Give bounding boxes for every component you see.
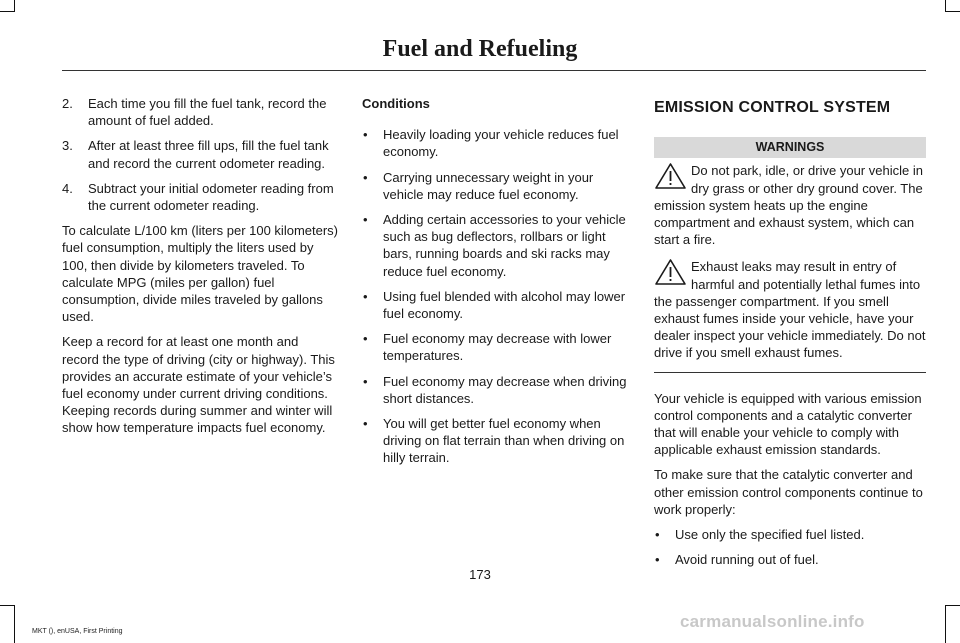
- step-text: Subtract your initial odometer reading from the current odometer reading.: [88, 180, 334, 214]
- list-item: [362, 288, 632, 322]
- list-item: [362, 373, 632, 407]
- conditions-heading: Conditions: [362, 96, 430, 111]
- warnings-divider: [654, 372, 926, 373]
- list-item: [362, 330, 632, 364]
- column-middle: [362, 95, 632, 475]
- warning-text: Do not park, idle, or drive your vehicle in dry grass or other dry ground cover. The emission system heats up the engine compartment and exhaust system, which can start a fire.: [654, 163, 923, 248]
- step-number: 4.: [62, 180, 73, 196]
- bullet-icon: •: [363, 169, 368, 185]
- conditions-list: [362, 126, 632, 466]
- body-paragraph: To calculate L/100 km (liters per 100 kilometers) fuel consumption, multiply the liters used by 100, then divide by kilometers traveled. To calculate MPG (miles per gallon) fuel consumption, divide miles traveled by gallons used.: [62, 223, 339, 325]
- list-item: [62, 180, 338, 214]
- watermark: carmanualsonline.info: [680, 612, 865, 631]
- crop-mark: [14, 0, 15, 12]
- list-item-text: Carrying unnecessary weight in your vehicle may reduce fuel economy.: [383, 169, 594, 202]
- bullet-icon: •: [655, 527, 660, 543]
- bullet-icon: •: [363, 288, 368, 304]
- list-item-text: Use only the specified fuel listed.: [675, 527, 865, 543]
- list-item-text: You will get better fuel economy when driving on flat terrain than when driving on hilly terrain.: [383, 416, 625, 466]
- bullet-icon: •: [363, 127, 368, 143]
- column-left: [62, 95, 338, 445]
- list-item: [654, 526, 926, 543]
- numbered-steps: [62, 95, 338, 214]
- list-item-text: Avoid running out of fuel.: [675, 552, 819, 568]
- warning-triangle-icon: [654, 258, 687, 286]
- step-text: After at least three fill ups, fill the fuel tank and record the current odometer reading.: [88, 138, 329, 171]
- page-number: 173: [469, 567, 491, 582]
- list-item: [362, 415, 632, 467]
- list-item: [62, 95, 338, 129]
- list-item-text: Fuel economy may decrease with lower temperatures.: [383, 331, 612, 364]
- body-paragraph: Keep a record for at least one month and record the type of driving (city or highway). This provides an accurate estimate of your vehicle’s fuel economy under current driving conditions. Keeping records during summer and winter will show how temperature impacts fuel economy.: [62, 334, 335, 436]
- step-number: 2.: [62, 96, 73, 111]
- list-item-text: Using fuel blended with alcohol may lower fuel economy.: [383, 288, 626, 322]
- bullet-icon: •: [363, 373, 368, 389]
- crop-mark: [0, 11, 14, 12]
- list-item-text: Heavily loading your vehicle reduces fuel economy.: [383, 127, 619, 160]
- list-item: [654, 551, 926, 568]
- crop-mark: [945, 0, 946, 12]
- bullet-icon: •: [363, 212, 368, 228]
- emission-tips-list: [654, 526, 926, 568]
- column-right: [654, 95, 926, 576]
- footer-print-info: MKT (), enUSA, First Printing: [32, 628, 123, 635]
- list-item: [362, 169, 632, 203]
- page-header-title: Fuel and Refueling: [382, 36, 578, 62]
- warning-triangle-icon: [654, 162, 687, 190]
- list-item: [62, 137, 338, 171]
- crop-mark: [946, 11, 960, 12]
- list-item: [362, 211, 632, 280]
- crop-mark: [14, 605, 15, 643]
- body-paragraph: To make sure that the catalytic converter and other emission control components continue to work properly:: [654, 467, 923, 517]
- step-number: 3.: [62, 138, 73, 154]
- crop-mark: [946, 605, 960, 606]
- list-item-text: Fuel economy may decrease when driving short distances.: [383, 373, 627, 406]
- warning-item: [654, 258, 926, 361]
- bullet-icon: •: [363, 416, 368, 432]
- crop-mark: [0, 605, 14, 606]
- bullet-icon: •: [655, 552, 660, 568]
- warning-text: Exhaust leaks may result in entry of harmful and potentially lethal fumes into the passenger compartment. If you smell exhaust fumes inside your vehicle, have your dealer inspect your vehicle immediately. Do not drive if you smell exhaust fumes.: [654, 259, 926, 361]
- list-item-text: Adding certain accessories to your vehicle such as bug deflectors, rollbars or light bars, running boards and ski racks may reduce fuel economy.: [383, 212, 626, 279]
- list-item: [362, 126, 632, 160]
- warnings-banner: WARNINGS: [654, 137, 926, 158]
- body-paragraph: Your vehicle is equipped with various emission control components and a catalytic converter that will enable your vehicle to comply with applicable exhaust emission standards.: [654, 390, 922, 458]
- bullet-icon: •: [363, 331, 368, 347]
- header-divider: [62, 70, 926, 71]
- section-title: EMISSION CONTROL SYSTEM: [654, 99, 891, 116]
- warning-item: [654, 162, 926, 248]
- crop-mark: [945, 605, 946, 643]
- step-text: Each time you fill the fuel tank, record the amount of fuel added.: [88, 96, 327, 129]
